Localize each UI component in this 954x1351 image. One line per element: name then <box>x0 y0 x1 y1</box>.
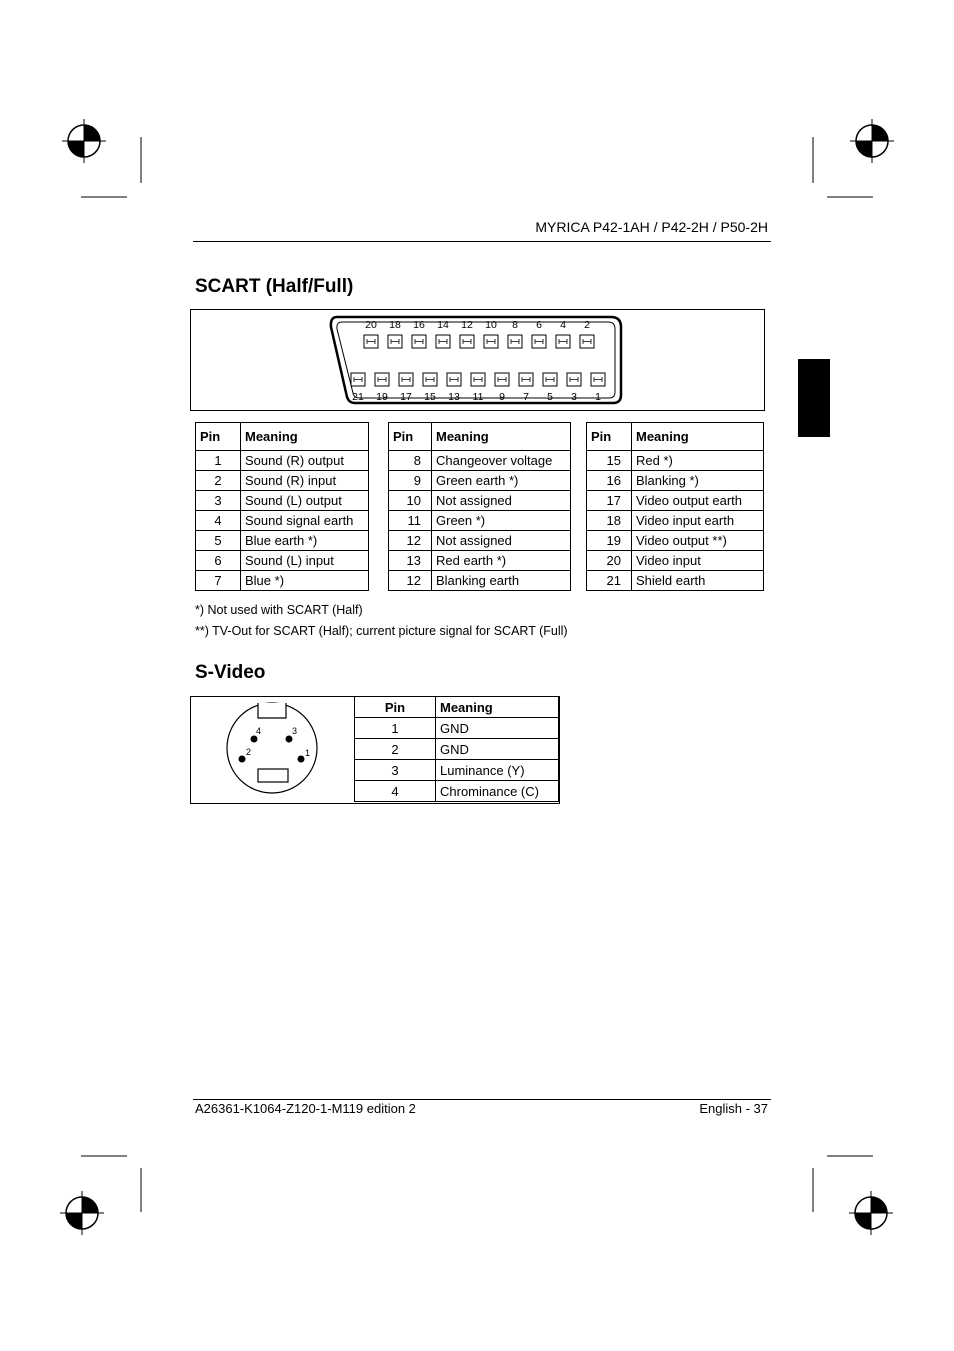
pin-number: 1 <box>355 718 436 739</box>
table-row <box>355 760 559 781</box>
pin-number: 4 <box>196 511 241 531</box>
pin-meaning: Blanking *) <box>632 471 764 491</box>
pin-number: 1 <box>196 451 241 471</box>
table-row <box>587 491 764 511</box>
pin-meaning: Sound (R) output <box>241 451 369 471</box>
header-rule <box>193 241 771 242</box>
pin-number: 11 <box>389 511 432 531</box>
pin-meaning: GND <box>436 718 559 739</box>
col-meaning: Meaning <box>632 423 764 451</box>
registration-mark-tl <box>62 119 106 163</box>
table-row <box>389 531 571 551</box>
table-row <box>587 551 764 571</box>
pin-meaning: Shield earth <box>632 571 764 591</box>
svideo-label-4: 4 <box>256 726 262 736</box>
pin-meaning: Video input earth <box>632 511 764 531</box>
pin-number: 8 <box>389 451 432 471</box>
footnote-half: *) Not used with SCART (Half) <box>195 603 363 617</box>
col-pin: Pin <box>587 423 632 451</box>
col-meaning: Meaning <box>432 423 571 451</box>
svideo-col-pin: Pin <box>355 697 436 718</box>
pin-meaning: Sound (R) input <box>241 471 369 491</box>
svideo-pin-2 <box>239 756 246 763</box>
chapter-tab <box>798 359 830 437</box>
pin-number: 4 <box>355 781 436 802</box>
svideo-title: S-Video <box>195 662 266 683</box>
scart-pin-label: 9 <box>499 391 505 403</box>
pin-meaning: Red *) <box>632 451 764 471</box>
running-header: MYRICA P42-1AH / P42-2H / P50-2H <box>535 219 768 235</box>
pin-meaning: Video output earth <box>632 491 764 511</box>
pin-number: 15 <box>587 451 632 471</box>
col-pin: Pin <box>196 423 241 451</box>
scart-pin-label: 15 <box>424 391 436 403</box>
scart-pin-label: 16 <box>413 319 425 331</box>
svideo-label-3: 3 <box>292 726 298 736</box>
scart-pin-label: 7 <box>523 391 529 403</box>
scart-pin-label: 4 <box>560 319 566 331</box>
footer-rule <box>193 1099 771 1100</box>
pin-number: 3 <box>196 491 241 511</box>
pin-number: 16 <box>587 471 632 491</box>
scart-pin-label: 17 <box>400 391 412 403</box>
pin-number: 10 <box>389 491 432 511</box>
svideo-pin-1 <box>298 756 305 763</box>
table-row <box>196 491 369 511</box>
footnote-tvout: **) TV-Out for SCART (Half); current picture signal for SCART (Full) <box>195 624 568 638</box>
scart-pin-label: 21 <box>352 391 364 403</box>
table-row <box>587 451 764 471</box>
pin-number: 18 <box>587 511 632 531</box>
svideo-label-2: 2 <box>246 747 252 757</box>
scart-pin-label: 3 <box>571 391 577 403</box>
pin-number: 2 <box>355 739 436 760</box>
svideo-connector-diagram <box>222 700 322 800</box>
table-row <box>355 718 559 739</box>
registration-mark-bl <box>60 1191 104 1235</box>
pin-number: 3 <box>355 760 436 781</box>
scart-pin-table-2 <box>388 422 571 591</box>
pin-meaning: Blanking earth <box>432 571 571 591</box>
table-row <box>196 471 369 491</box>
pin-meaning: Red earth *) <box>432 551 571 571</box>
pin-number: 7 <box>196 571 241 591</box>
registration-mark-tr <box>850 119 894 163</box>
pin-meaning: Sound (L) input <box>241 551 369 571</box>
pin-meaning: Blue earth *) <box>241 531 369 551</box>
col-meaning: Meaning <box>241 423 369 451</box>
pin-number: 20 <box>587 551 632 571</box>
scart-pin-table-3 <box>586 422 764 591</box>
pin-number: 21 <box>587 571 632 591</box>
col-pin: Pin <box>389 423 432 451</box>
scart-connector-diagram <box>329 313 627 407</box>
pin-number: 6 <box>196 551 241 571</box>
table-row <box>196 511 369 531</box>
footer-page-number: English - 37 <box>699 1101 768 1116</box>
pin-meaning: Green earth *) <box>432 471 571 491</box>
pin-number: 12 <box>389 571 432 591</box>
svideo-col-meaning: Meaning <box>436 697 559 718</box>
scart-pin-label: 14 <box>437 319 449 331</box>
scart-pin-label: 1 <box>595 391 601 403</box>
svideo-pin-4 <box>251 736 258 743</box>
table-row <box>389 551 571 571</box>
table-row <box>196 451 369 471</box>
scart-pin-label: 18 <box>389 319 401 331</box>
table-row <box>389 451 571 471</box>
pin-meaning: Video output **) <box>632 531 764 551</box>
table-row <box>389 571 571 591</box>
scart-pin-label: 20 <box>365 319 377 331</box>
table-row <box>389 511 571 531</box>
scart-pin-label: 6 <box>536 319 542 331</box>
table-row <box>587 531 764 551</box>
pin-number: 12 <box>389 531 432 551</box>
registration-mark-br <box>849 1191 893 1235</box>
scart-pin-label: 5 <box>547 391 553 403</box>
table-row <box>389 471 571 491</box>
pin-number: 17 <box>587 491 632 511</box>
svideo-pin-table <box>354 696 559 802</box>
pin-meaning: Blue *) <box>241 571 369 591</box>
table-row <box>355 781 559 802</box>
pin-number: 13 <box>389 551 432 571</box>
pin-meaning: GND <box>436 739 559 760</box>
scart-pin-label: 2 <box>584 319 590 331</box>
pin-meaning: Sound (L) output <box>241 491 369 511</box>
svideo-label-1: 1 <box>305 748 311 758</box>
scart-pin-label: 11 <box>472 391 484 403</box>
table-row <box>587 511 764 531</box>
scart-pin-label: 12 <box>461 319 473 331</box>
pin-meaning: Not assigned <box>432 531 571 551</box>
pin-number: 5 <box>196 531 241 551</box>
scart-pin-label: 19 <box>376 391 388 403</box>
scart-pin-table-1 <box>195 422 369 591</box>
pin-meaning: Video input <box>632 551 764 571</box>
pin-number: 9 <box>389 471 432 491</box>
table-row <box>389 491 571 511</box>
table-row <box>196 531 369 551</box>
pin-meaning: Changeover voltage <box>432 451 571 471</box>
table-row <box>355 739 559 760</box>
scart-pin-label: 8 <box>512 319 518 331</box>
table-row <box>587 571 764 591</box>
pin-meaning: Not assigned <box>432 491 571 511</box>
table-row <box>196 551 369 571</box>
table-row <box>587 471 764 491</box>
footer-doc-id: A26361-K1064-Z120-1-M119 edition 2 <box>195 1101 416 1116</box>
pin-meaning: Green *) <box>432 511 571 531</box>
scart-title: SCART (Half/Full) <box>195 276 354 297</box>
pin-meaning: Luminance (Y) <box>436 760 559 781</box>
pin-number: 2 <box>196 471 241 491</box>
pin-meaning: Sound signal earth <box>241 511 369 531</box>
scart-pin-label: 10 <box>485 319 497 331</box>
pin-number: 19 <box>587 531 632 551</box>
pin-meaning: Chrominance (C) <box>436 781 559 802</box>
svideo-pin-3 <box>286 736 293 743</box>
table-row <box>196 571 369 591</box>
scart-pin-label: 13 <box>448 391 460 403</box>
